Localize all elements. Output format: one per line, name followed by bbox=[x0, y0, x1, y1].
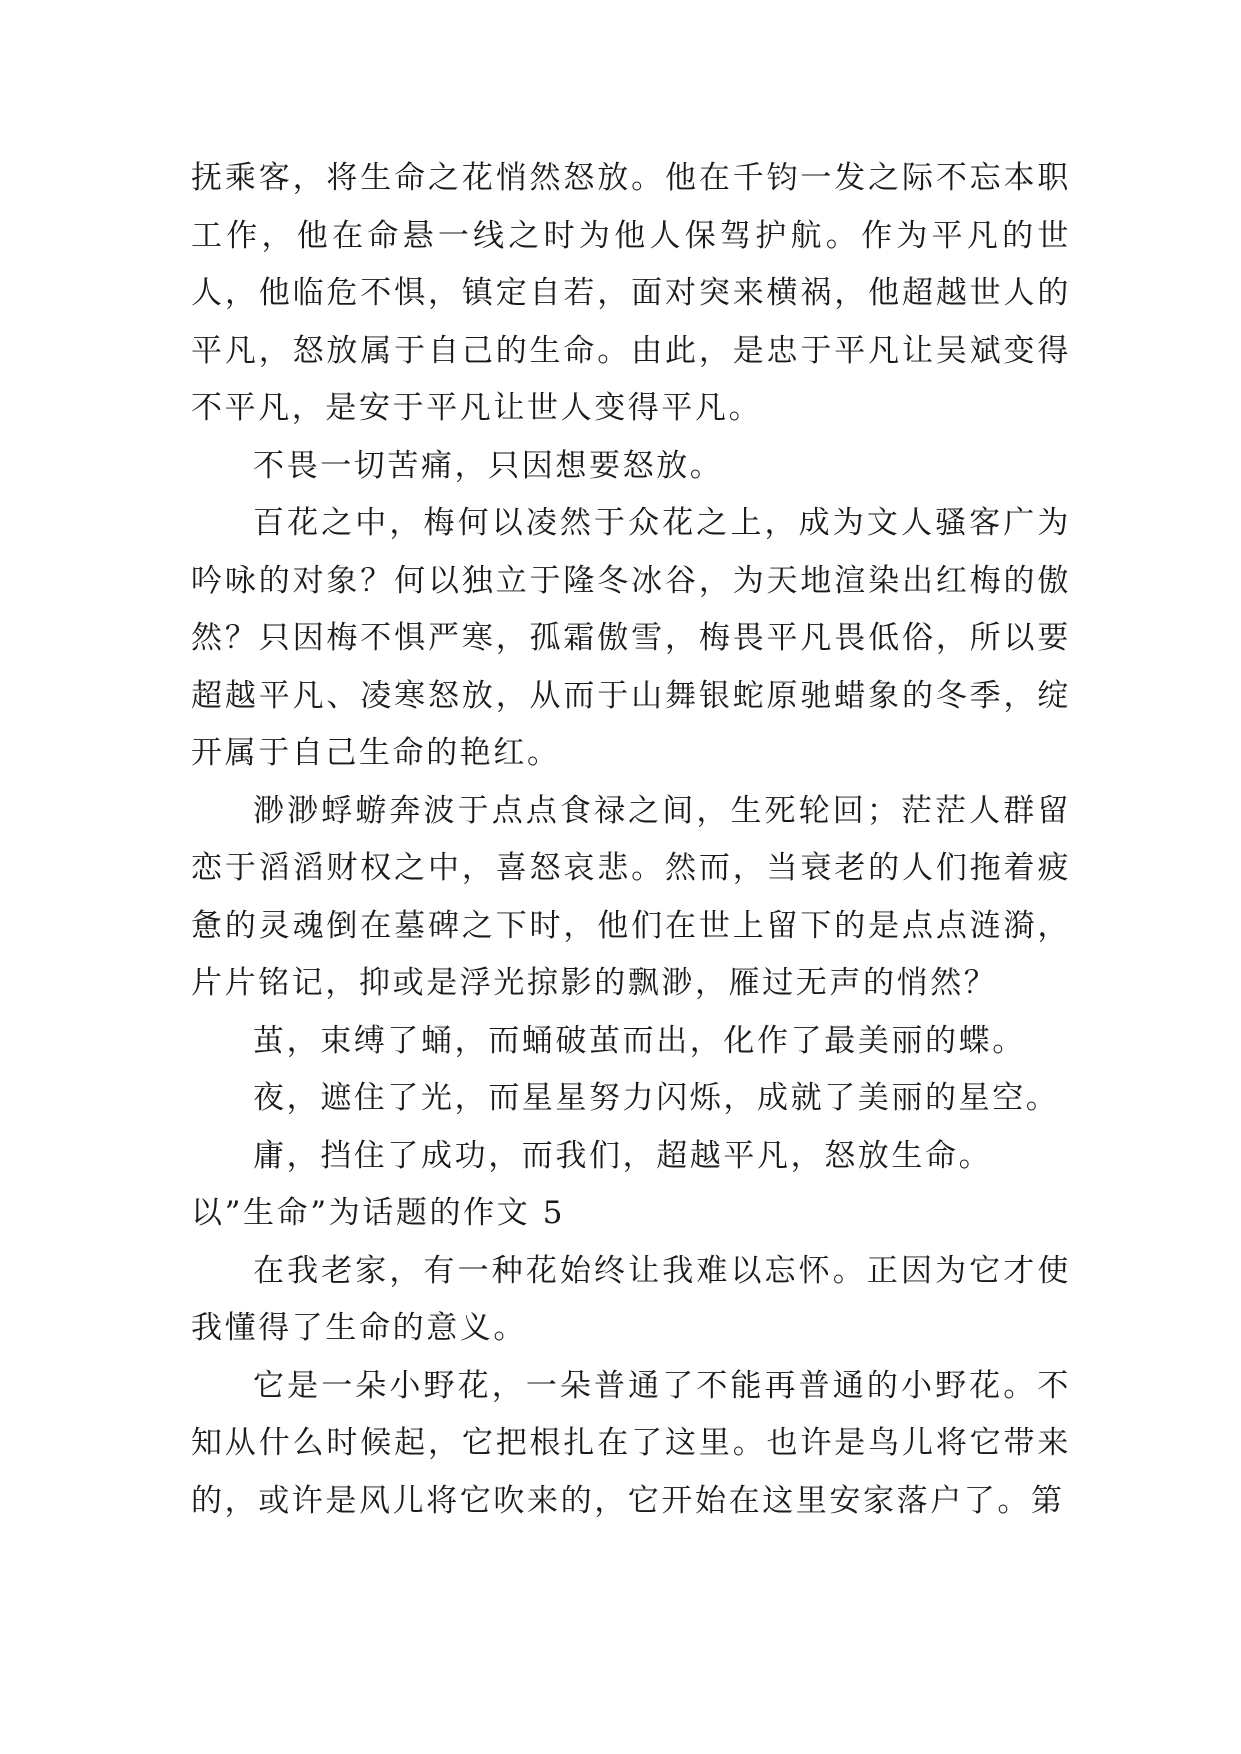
paragraph: 渺渺蜉蝣奔波于点点食禄之间，生死轮回；茫茫人群留恋于滔滔财权之中，喜怒哀悲。然而，当衰老的人们拖着疲惫的灵魂倒在墓碑之下时，他们在世上留下的是点点涟漪，片片铭记，抑或是浮光掠影的飘渺，雁过无声的悄然？ bbox=[191, 792, 1071, 1001]
paragraph: 庸，挡住了成功，而我们，超越平凡，怒放生命。 bbox=[253, 1137, 993, 1174]
paragraph: 在我老家，有一种花始终让我难以忘怀。正因为它才使我懂得了生命的意义。 bbox=[191, 1252, 1071, 1346]
paragraph: 不畏一切苦痛，只因想要怒放。 bbox=[253, 447, 724, 484]
section-heading: 以”生命”为话题的作文 5 bbox=[191, 1195, 566, 1231]
paragraph: 百花之中，梅何以凌然于众花之上，成为文人骚客广为吟咏的对象？何以独立于隆冬冰谷，为天地渲染出红梅的傲然？只因梅不惧严寒，孤霜傲雪，梅畏平凡畏低俗，所以要超越平凡、凌寒怒放，从而于山舞银蛇原驰蜡象的冬季，绽开属于自己生命的艳红。 bbox=[191, 505, 1071, 771]
paragraph: 抚乘客，将生命之花悄然怒放。他在千钧一发之际不忘本职工作，他在命悬一线之时为他人保驾护航。作为平凡的世人，他临危不惧，镇定自若，面对突来横祸，他超越世人的平凡，怒放属于自己的生命。由此，是忠于平凡让吴斌变得不平凡，是安于平凡让世人变得平凡。 bbox=[191, 160, 1071, 426]
paragraph: 夜，遮住了光，而星星努力闪烁，成就了美丽的星空。 bbox=[253, 1080, 1060, 1116]
document-body bbox=[191, 150, 1071, 1530]
paragraph: 它是一朵小野花，一朵普通了不能再普通的小野花。不知从什么时候起，它把根扎在了这里。也许是鸟儿将它带来的，或许是风儿将它吹来的，它开始在这里安家落户了。第 bbox=[191, 1367, 1071, 1519]
paragraph: 茧，束缚了蛹，而蛹破茧而出，化作了最美丽的蝶。 bbox=[253, 1022, 1026, 1059]
